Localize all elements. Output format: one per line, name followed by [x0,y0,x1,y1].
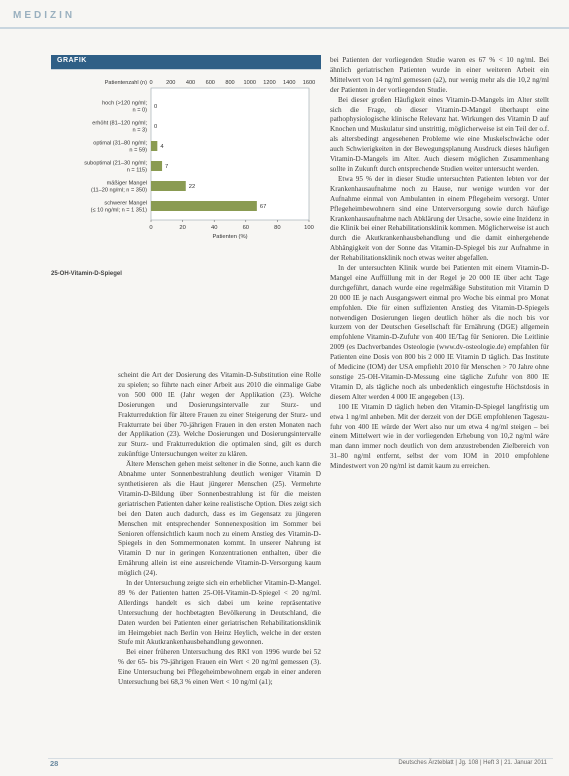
text-column-left [118,371,321,688]
text-column-right [330,56,549,472]
paragraph-right: Bei dieser großen Häufigkeit eines Vitamin-D-Mangels im Alter stellt sich die Frage, ob dieser Vitamin-D-Mangel überhaupt eine pathophysiologische klinische Relevanz hat. Wirkungen des Vitamin D auf Knochen und Muskulatur sind unstrittig, möglicherweise ist ein Teil der o.f. als altersbedingt angesehenen Probleme wie eine Muskelschwäche oder auch Schwierigkeiten in der Bewegungsplanung Ausdruck dieses häufigen Vitamin-D-Mangels im Alter. Auch diesem möglichen Zusammenhang sollte in Zukunft durch entsprechende Studien weiter untersucht werden. [330,95,549,173]
figure-label-bar [51,55,321,69]
category-label: schwerer Mangel [104,200,147,207]
secondary-tick-label: 1000 [243,80,256,86]
figure-box [51,55,321,270]
bar-chart [51,70,321,270]
x-tick-label: 40 [210,225,218,231]
data-label: 4 [160,144,164,150]
header-rule [0,27,569,29]
plot-area [151,88,309,220]
paragraph-right: bei Patienten der vorliegenden Studie waren es 67 % < 10 ng/ml. Bei ähnlich geriatrischen Patienten wurde in einer weiteren Arbeit ein Mittelwert von 14 ng/ml gemessen (a2), nur wenig mehr als die 10,2 ng/ml der Patienten in der vorliegenden Studie. [330,56,549,94]
paragraph-left: Bei einer früheren Untersuchung des RKI von 1996 wurde bei 52 % der 65- bis 79-jährigen Frauen ein Wert < 20 ng/ml gemessen (3). Eine Untersuchung bei Pflegeheimbewohnern ergab in einer anderen Untersuchung bei 68,3 % einen Wert < 10 ng/ml (a1); [118,648,321,687]
data-label: 7 [165,164,169,170]
data-label: 0 [154,124,158,130]
paragraph-left: Ältere Menschen gehen meist seltener in die Sonne, auch kann die Abnahme unter Sonnenbestrahlung deutlich weniger Vitamin D synthetisieren als die Haut jüngerer Menschen (25). Vermehrte Vitamin-D-Bildung über Sonnenbestrahlung ist für die meisten geriatrischen Patienten daher keine realistische Option. Dies zeigt sich bei den Daten auch dadurch, dass es im Gegensatz zu jüngeren Menschen mit entsprechender Sonnenexposition im Sommer bei Senioren offensichtlich kaum noch zu einem Anstieg des Vitamin-D-Spiegels in den Sommermonaten kommt. In unserer Nahrung ist Vitamin D nur in geringen Konzentrationen enthalten, über die Ernährung allein ist eine ausreichende Vitamin-D-Versorgung kaum möglich (24). [118,460,321,578]
secondary-tick-label: 1600 [302,80,316,86]
paragraph-left: scheint die Art der Dosierung des Vitamin-D-Substitution eine Rolle zu spielen; so führte nach einer Arbeit aus 2010 die einmalige Gabe von 500 000 IE (Jahr wegen der Applikation (23). Welche Dosierungen und Dosierungsintervalle zur Sturz- und Frakturreduktion für ältere Frauen zu einer Steigerung der Sturz- und Frakturrate bei über 70-jährigen Frauen in den ersten Monaten nach der Applikation (23). Welche Dosierungen und Dosierungsintervalle zur Sturz- und Frakturreduktion die optimalen sind, gilt es durch zukünftige Untersuchungen weiter zu klären. [118,371,321,459]
category-label: suboptimal (21–30 ng/ml; [84,160,147,167]
page-number: 28 [50,759,59,768]
paragraph-right: In der untersuchten Klinik wurde bei Patienten mit einem Vitamin-D-Mangel eine Auffüllung mit in der Regel je 20 000 IE über acht Tage durchgeführt, danach wurde eine regelmäßige Substitution mit Vitamin D 20 000 IE je nach Ausgangswert einmal pro Woche bis einmal pro Monat empfohlen. Die für einen suffizienten Anstieg des Vitamin-D-Spiegels notwendigen Dosierungen liegen deutlich höher als die noch bis vor kurzem von der Deutschen Gesellschaft für Ernährung (DGE) allgemein empfohlene Vitamin-D-Zufuhr von 400 IE/Tag für Senioren. Die Leitlinie 2009 (es Dachverbandes Osteologie (www.dv-osteologie.de) empfahlen für Patienten eine Dosis von 800 bis 2 000 IE Vitamin D täglich. Das Institute of Medicine (IOM) der USA empfiehlt 2010 für Menschen > 70 Jahre ohne sonstige 25-OH-Vitamin-D-Messung eine tägliche Zufuhr von 800 IE Vitamin D, als tägliche noch als unbedenklich eingestufte Höchstdosis in diesem Alter werden 4 000 IE angegeben (13). [330,264,549,401]
paragraph-right: 100 IE Vitamin D täglich heben den Vitamin-D-Spiegel langfristig um etwa 1 ng/ml anheben. Mit der derzeit von der DGE empfohlenen Tageszufuhr von 400 IE würde der Wert also nur um etwa 4 ng/ml steigen – bei einem Mittelwert wie in der vorliegenden Erhebung von 10,2 ng/ml wäre man dann immer noch deutlich von dem anzustrebenden Zielbereich von 31–80 ng/ml entfernt, selbst der vom IOM in 2010 empfohlene Mindestwert von 20 ng/ml ist damit kaum zu erreichen. [330,402,549,471]
footer-rule [48,758,553,759]
data-label: 0 [154,104,158,110]
secondary-tick-label: 400 [185,80,196,86]
page-header [0,0,569,22]
secondary-tick-label: 0 [149,80,153,86]
secondary-tick-label: 200 [166,80,176,86]
section-label: MEDIZIN [13,10,76,21]
paragraph-left: In der Untersuchung zeigte sich ein erheblicher Vitamin-D-Mangel. 89 % der Patienten hatten 25-OH-Vitamin-D-Spiegel < 20 ng/ml. Allerdings handelt es sich dabei um keine repräsentative Untersuchung der hochbetagten Bevölkerung in Deutschland, die Daten wurden bei Patienten einer geriatrischen Rehabilitationsklinik im Heimgebiet nach Berlin von Heinz Heylich, welche in der ersten Stufe mit Akutkrankenhausbehandlung gewonnen. [118,579,321,647]
category-label: hoch (>120 ng/ml; [102,100,147,107]
bar [151,181,186,191]
secondary-tick-label: 800 [225,80,235,86]
category-label: (11–20 ng/ml; n = 350) [90,187,147,194]
x-axis-label: Patienten (%) [212,234,248,240]
secondary-axis-label: Patientenzahl (n) [104,80,147,86]
x-tick-label: 60 [242,225,250,231]
x-tick-label: 0 [149,225,153,231]
secondary-tick-label: 1200 [263,80,276,86]
x-tick-label: 20 [179,225,186,231]
bar [151,161,162,171]
secondary-tick-label: 600 [205,80,215,86]
category-label: erhöht (81–120 ng/ml; [92,120,147,127]
bar [151,201,257,211]
paragraph-right: Etwa 95 % der in dieser Studie untersuchten Patienten lebten vor der Krankenhausaufnahme noch zu Hause, nur wenige wurden vor der Aufnahme einmal von Ambulanten in einem Pflegeheim versorgt. Unter Pflegeheimbewohnern sind eine Unterversorgung sowie durch häufige Krankenhausaufnahme nach Abklärung der Ursache, sowie eine Inzidenz in die Klinik bei einer Rehabilitationsklinik kommen. Möglicherweise ist auch durch die Akutkrankenhausbehandlung und die damit einhergehende Abhängigkeit von der Sonne das Vitamin-D-Spiegel bis zur Aufnahme in der Rehabilitationsklinik noch etwas weiter abgefallen. [330,174,549,263]
x-tick-label: 100 [304,225,314,231]
bar [151,141,157,151]
figure-caption: 25-OH-Vitamin-D-Spiegel [51,271,122,277]
data-label: 22 [188,184,196,190]
x-tick-label: 80 [274,225,281,231]
category-label: n = 115) [126,167,147,174]
journal-citation: Deutsches Ärzteblatt | Jg. 108 | Heft 3 | 21. Januar 2011 [398,760,547,766]
secondary-tick-label: 1400 [283,80,296,86]
page-footer [0,748,569,776]
figure-label: GRAFIK [57,57,87,64]
category-label: n = 0) [132,107,147,114]
category-label: optimal (31–80 ng/ml; [93,140,147,147]
category-label: (≤ 10 ng/ml; n = 1 351) [90,207,147,214]
category-label: mäßiger Mangel [106,180,147,187]
category-label: n = 59) [129,147,147,154]
category-label: n = 3) [132,127,147,134]
data-label: 67 [259,204,267,210]
